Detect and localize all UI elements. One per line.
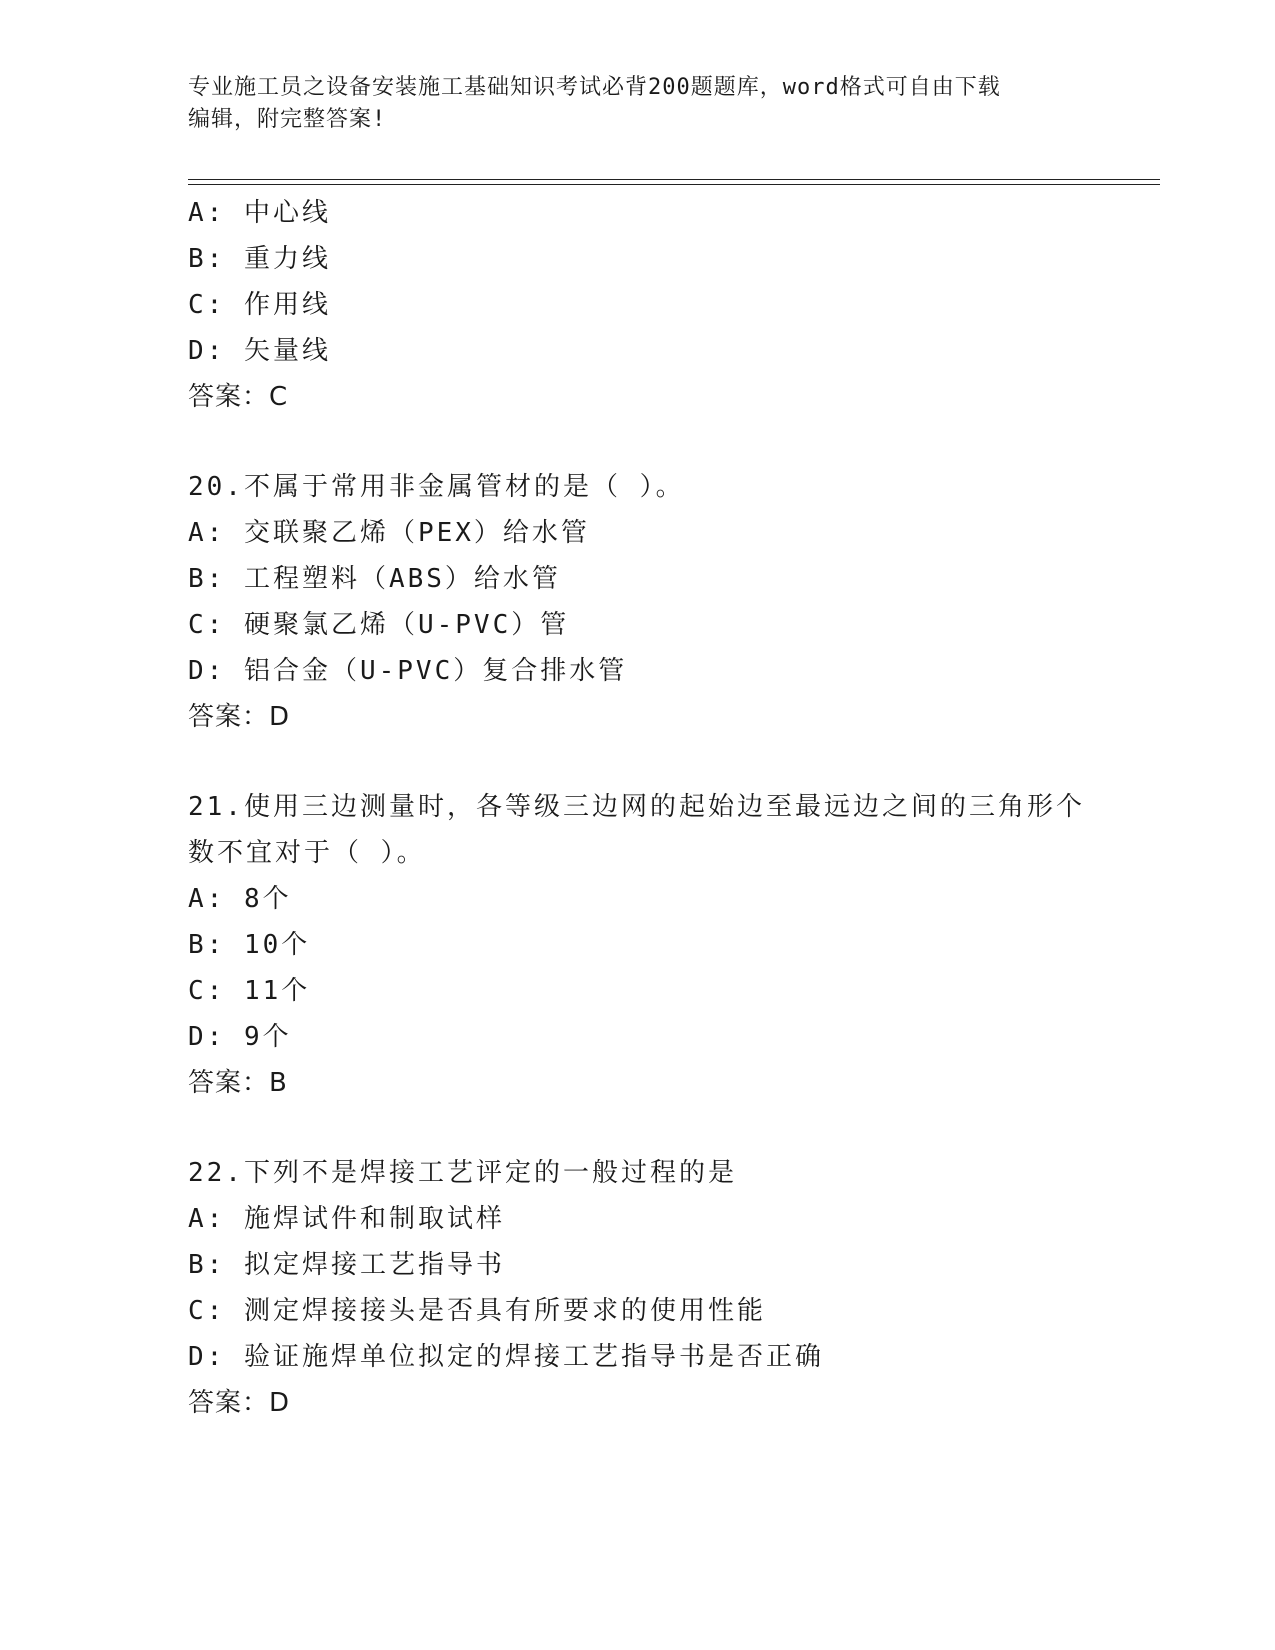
option-a: A: 施焊试件和制取试样	[188, 1204, 505, 1234]
question-text-line1: 21.使用三边测量时，各等级三边网的起始边至最远边之间的三角形个	[188, 792, 1085, 822]
question-block-22	[188, 1150, 1148, 1426]
question-text-line2: 数不宜对于（ ）。	[188, 838, 426, 868]
option-c: C: 11个	[188, 976, 311, 1006]
question-block-20	[188, 464, 1148, 740]
answer-label: 答案：D	[188, 702, 291, 732]
option-b: B: 工程塑料（ABS）给水管	[188, 564, 561, 594]
option-a: A: 中心线	[188, 198, 331, 228]
question-text: 20.不属于常用非金属管材的是（ ）。	[188, 472, 685, 502]
answer-label: 答案：D	[188, 1388, 291, 1418]
question-block-21	[188, 784, 1148, 1106]
question-block-19	[188, 190, 1148, 420]
option-d: D: 矢量线	[188, 336, 331, 366]
header-divider-top	[188, 179, 1160, 180]
question-text: 22.下列不是焊接工艺评定的一般过程的是	[188, 1158, 737, 1188]
option-d: D: 铝合金（U-PVC）复合排水管	[188, 656, 628, 686]
option-b: B: 拟定焊接工艺指导书	[188, 1250, 505, 1280]
answer-label: 答案：B	[188, 1068, 288, 1098]
header-divider-bottom	[188, 184, 1160, 185]
option-c: C: 测定焊接接头是否具有所要求的使用性能	[188, 1296, 766, 1326]
option-c: C: 作用线	[188, 290, 331, 320]
document-header	[188, 72, 1088, 136]
option-d: D: 9个	[188, 1022, 292, 1052]
option-a: A: 8个	[188, 884, 292, 914]
header-title-line1: 专业施工员之设备安装施工基础知识考试必背200题题库，word格式可自由下载	[188, 75, 1001, 100]
question-list	[188, 190, 1148, 1426]
option-d: D: 验证施焊单位拟定的焊接工艺指导书是否正确	[188, 1342, 824, 1372]
answer-label: 答案：C	[188, 382, 289, 412]
option-c: C: 硬聚氯乙烯（U-PVC）管	[188, 610, 570, 640]
option-a: A: 交联聚乙烯（PEX）给水管	[188, 518, 590, 548]
option-b: B: 重力线	[188, 244, 331, 274]
header-title-line2: 编辑，附完整答案!	[188, 107, 387, 132]
option-b: B: 10个	[188, 930, 311, 960]
